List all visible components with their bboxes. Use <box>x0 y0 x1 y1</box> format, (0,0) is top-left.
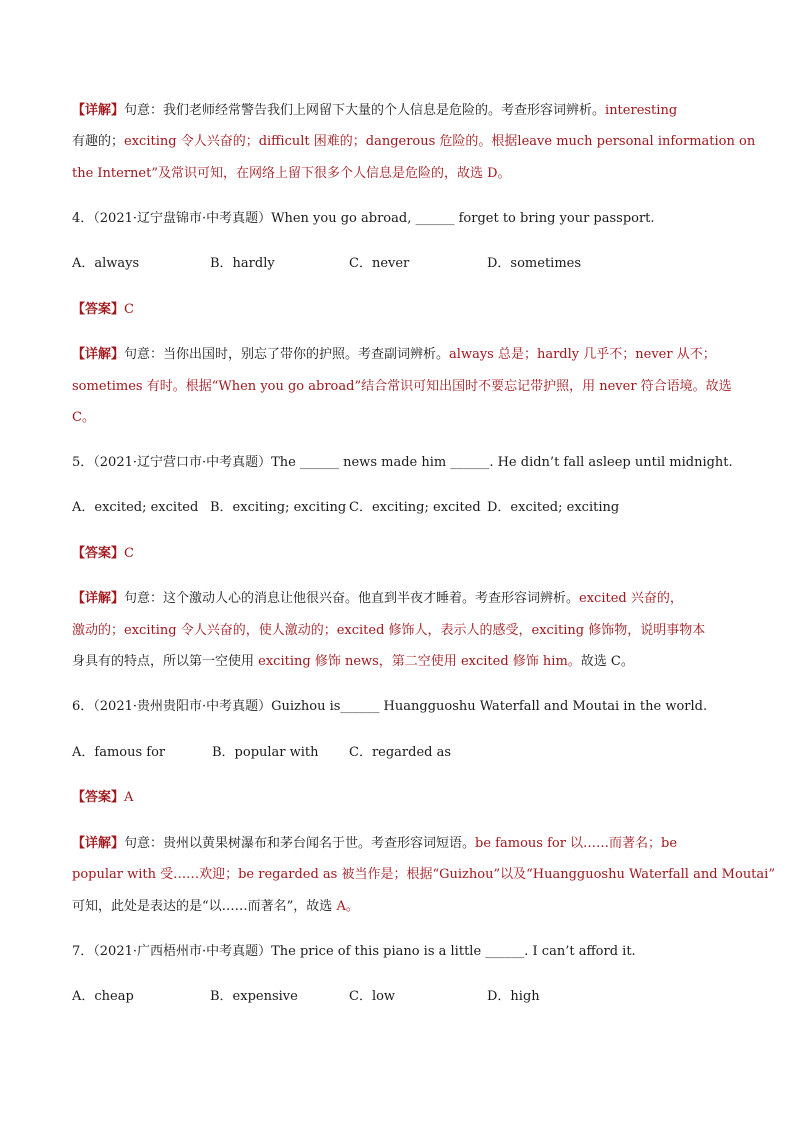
detail-text: C。 <box>72 410 95 425</box>
detail-text: 根据“When you go abroad”结合常识可知出国时不要忘记带护照，用 never 符合语境。故选 <box>185 379 732 394</box>
detail-keyword: exciting 令人兴奋的，使人激动的；excited 修饰人，表示人的感受，exciting 修饰物，说明事物本 <box>124 623 706 638</box>
q6-detail-line2 <box>72 865 775 885</box>
q6-detail-line3 <box>72 897 359 917</box>
q4-detail-line2 <box>72 377 732 397</box>
q7-option-d: D．high <box>487 989 540 1004</box>
q6-option-a: A．famous for <box>72 745 166 760</box>
detail-keyword: difficult 困难的； <box>258 134 366 149</box>
q6-stem: 6．（2021·贵州贵阳市·中考真题）Guizhou is______ Huangguoshu Waterfall and Moutai in the world. <box>72 699 708 714</box>
q7-stem: 7．（2021·广西梧州市·中考真题）The price of this piano is a little ______. I can’t afford it. <box>72 944 636 959</box>
q5-answer <box>72 544 134 564</box>
answer-value: C <box>124 546 134 561</box>
detail-keyword: always 总是；hardly 几乎不；never 从不； <box>449 347 716 362</box>
detail-tag: 【详解】 <box>72 103 125 118</box>
q6-answer <box>72 788 133 808</box>
q5-option-c: C．exciting; excited <box>349 500 481 515</box>
q3-detail-line2 <box>72 132 755 152</box>
q3-detail-line3 <box>72 164 511 184</box>
detail-keyword: exciting 令人兴奋的； <box>124 134 259 149</box>
q4-option-b: B．hardly <box>210 256 275 271</box>
q4-option-a: A．always <box>72 256 140 271</box>
detail-text: 可知，此处是表达的是“以……而著名”，故选 <box>72 899 337 914</box>
detail-text: 句意：这个激动人心的消息让他很兴奋。他直到半夜才睡着。考查形容词辨析。 <box>124 591 580 606</box>
q4-stem: 4．（2021·辽宁盘锦市·中考真题）When you go abroad, ______ forget to bring your passport. <box>72 211 655 226</box>
q5-option-b: B．exciting; exciting <box>210 500 347 515</box>
answer-value: C <box>124 302 134 317</box>
detail-tag: 【详解】 <box>72 836 125 851</box>
answer-tag: 【答案】 <box>72 790 125 805</box>
detail-keyword: be famous for 以……而著名；be <box>475 836 678 851</box>
detail-tag: 【详解】 <box>72 591 125 606</box>
answer-tag: 【答案】 <box>72 302 125 317</box>
q4-option-d: D．sometimes <box>487 256 582 271</box>
q4-option-c: C．never <box>349 256 410 271</box>
q5-detail-line3 <box>72 652 634 672</box>
detail-text: 句意：贵州以黄果树瀑布和茅台闻名于世。考查形容词短语。 <box>124 836 476 851</box>
q5-detail-line2 <box>72 621 705 641</box>
detail-keyword: A。 <box>336 899 359 914</box>
q6-option-c: C．regarded as <box>349 745 452 760</box>
detail-text: 故选 C。 <box>580 654 634 669</box>
q4-detail-line3 <box>72 408 95 428</box>
detail-text: popular with 受……欢迎；be regarded as 被当作是；根据“Guizhou”以及“Huangguoshu Waterfall and Moutai” <box>72 867 775 882</box>
detail-text: 句意：我们老师经常警告我们上网留下大量的个人信息是危险的。考查形容词辨析。 <box>124 103 606 118</box>
answer-tag: 【答案】 <box>72 546 125 561</box>
q4-detail-line1 <box>72 345 716 365</box>
q7-option-a: A．cheap <box>72 989 134 1004</box>
q3-detail-line1 <box>72 101 677 121</box>
detail-text: the Internet”及常识可知，在网络上留下很多个人信息是危险的，故选 D。 <box>72 166 511 181</box>
detail-keyword: sometimes 有时。 <box>72 379 186 394</box>
q7-option-b: B．expensive <box>210 989 298 1004</box>
q6-detail-line1 <box>72 834 677 854</box>
q6-option-b: B．popular with <box>212 745 319 760</box>
detail-tag: 【详解】 <box>72 347 125 362</box>
q4-answer <box>72 300 134 320</box>
q7-option-c: C．low <box>349 989 396 1004</box>
detail-keyword: dangerous 危险的。根据leave much personal information on <box>365 134 756 149</box>
detail-text: 有趣的； <box>72 134 125 149</box>
detail-text: 激动的； <box>72 623 125 638</box>
q5-option-d: D．excited; exciting <box>487 500 620 515</box>
q5-option-a: A．excited; excited <box>72 500 199 515</box>
detail-keyword: exciting 修饰 news，第二空使用 excited 修饰 him。 <box>258 654 581 669</box>
detail-text: 句意：当你出国时，别忘了带你的护照。考查副词辨析。 <box>124 347 450 362</box>
detail-keyword: interesting <box>605 103 678 118</box>
answer-value: A <box>124 790 134 805</box>
detail-text: 身具有的特点，所以第一空使用 <box>72 654 259 669</box>
q5-detail-line1 <box>72 589 683 609</box>
detail-keyword: excited 兴奋的， <box>579 591 683 606</box>
q5-stem: 5．（2021·辽宁营口市·中考真题）The ______ news made him ______. He didn’t fall asleep until midnight. <box>72 455 733 470</box>
